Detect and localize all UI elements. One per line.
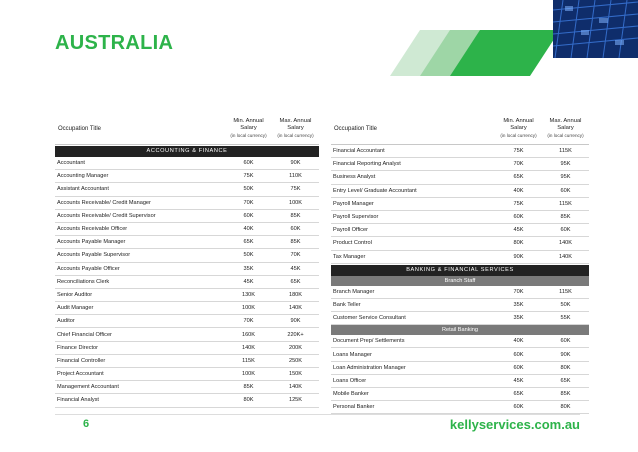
- occupation-cell: Financial Analyst: [57, 397, 99, 404]
- occupation-cell: Assistant Accountant: [57, 186, 109, 193]
- website-link[interactable]: kellyservices.com.au: [449, 417, 580, 432]
- salary-table-left: [55, 113, 319, 408]
- max-salary-cell: 140K: [288, 384, 303, 391]
- min-salary-cell: 75K: [513, 148, 524, 155]
- table-row: [331, 251, 589, 264]
- occupation-cell: Financial Reporting Analyst: [333, 161, 401, 168]
- occupation-cell: Business Analyst: [333, 174, 376, 181]
- max-salary-cell: 85K: [560, 391, 571, 398]
- right-rows-top: [331, 145, 589, 264]
- section-banking-financial-services: BANKING & FINANCIAL SERVICES: [331, 265, 589, 276]
- min-salary-cell: 60K: [243, 212, 254, 219]
- max-salary-cell: 180K: [288, 291, 303, 298]
- table-row: [331, 237, 589, 250]
- max-salary-cell: 80K: [560, 404, 571, 411]
- min-salary-cell: 40K: [513, 338, 524, 345]
- salary-table-right: [331, 113, 589, 414]
- table-row: [331, 375, 589, 388]
- table-row: [331, 312, 589, 325]
- max-salary-header: Max. Annual Salary (in local currency): [277, 118, 314, 138]
- min-salary-cell: 35K: [513, 315, 524, 322]
- min-salary-cell: 65K: [243, 239, 254, 246]
- table-row: [331, 198, 589, 211]
- table-row: [331, 299, 589, 312]
- subsection-branch-staff: Branch Staff: [331, 276, 589, 286]
- occupation-cell: Loan Administration Manager: [333, 364, 406, 371]
- occupation-cell: Loans Officer: [333, 377, 367, 384]
- occupation-cell: Product Control: [333, 240, 372, 247]
- page-title: AUSTRALIA: [55, 32, 174, 54]
- table-row: [55, 276, 319, 289]
- occupation-header: Occupation Title: [58, 125, 102, 132]
- occupation-cell: Payroll Manager: [333, 200, 374, 207]
- table-row: [331, 211, 589, 224]
- min-salary-cell: 65K: [513, 174, 524, 181]
- table-row: [55, 210, 319, 223]
- max-salary-cell: 90K: [290, 318, 301, 325]
- min-salary-header: Min. Annual Salary (in local currency): [500, 118, 537, 138]
- table-row: [331, 171, 589, 184]
- table-header: [55, 113, 319, 145]
- table-row: [331, 158, 589, 171]
- table-row: [55, 355, 319, 368]
- table-row: [331, 224, 589, 237]
- min-salary-cell: 90K: [513, 253, 524, 260]
- max-salary-cell: 50K: [560, 301, 571, 308]
- table-row: [55, 183, 319, 196]
- min-salary-cell: 45K: [243, 278, 254, 285]
- occupation-cell: Personal Banker: [333, 404, 375, 411]
- max-salary-cell: 90K: [290, 160, 301, 167]
- occupation-cell: Chief Financial Officer: [57, 331, 112, 338]
- table-row: [55, 157, 319, 170]
- max-salary-cell: 140K: [288, 305, 303, 312]
- occupation-cell: Accounts Receivable Officer: [57, 226, 128, 233]
- table-row: [331, 185, 589, 198]
- occupation-cell: Accounts Payable Manager: [57, 239, 126, 246]
- occupation-cell: Senior Auditor: [57, 291, 93, 298]
- min-salary-cell: 115K: [242, 357, 255, 364]
- table-row: [331, 362, 589, 375]
- decorative-stripes: [360, 28, 560, 78]
- min-salary-cell: 160K: [241, 331, 256, 338]
- max-salary-cell: 200K: [288, 344, 303, 351]
- max-salary-cell: 115K: [559, 148, 572, 155]
- table-row: [331, 348, 589, 361]
- table-row: [55, 315, 319, 328]
- table-row: [55, 342, 319, 355]
- table-row: [55, 263, 319, 276]
- min-salary-cell: 80K: [243, 397, 254, 404]
- section-accounting-finance: ACCOUNTING & FINANCE: [55, 146, 319, 157]
- max-salary-cell: 220K+: [287, 331, 304, 338]
- table-row: [55, 236, 319, 249]
- occupation-cell: Financial Accountant: [333, 148, 385, 155]
- occupation-cell: Financial Controller: [57, 357, 106, 364]
- max-salary-cell: 60K: [560, 338, 571, 345]
- min-salary-cell: 130K: [241, 291, 256, 298]
- max-salary-cell: 125K: [288, 397, 303, 404]
- occupation-cell: Accounts Payable Officer: [57, 265, 120, 272]
- max-salary-cell: 85K: [290, 239, 301, 246]
- min-salary-cell: 100K: [241, 305, 256, 312]
- min-salary-cell: 45K: [513, 377, 524, 384]
- min-salary-cell: 70K: [243, 199, 254, 206]
- occupation-cell: Reconciliations Clerk: [57, 278, 110, 285]
- right-rows-retail: [331, 335, 589, 414]
- max-salary-cell: 140K: [558, 253, 573, 260]
- occupation-cell: Loans Manager: [333, 351, 372, 358]
- table-row: [55, 394, 319, 407]
- min-salary-cell: 40K: [513, 187, 524, 194]
- max-salary-cell: 150K: [288, 371, 303, 378]
- footer-divider: [55, 414, 580, 415]
- min-salary-cell: 60K: [513, 214, 524, 221]
- min-salary-cell: 35K: [243, 265, 254, 272]
- max-salary-cell: 60K: [560, 227, 571, 234]
- corner-image: [553, 0, 638, 58]
- max-salary-cell: 80K: [560, 364, 571, 371]
- occupation-cell: Customer Service Consultant: [333, 315, 406, 322]
- occupation-cell: Accountant: [57, 160, 85, 167]
- max-salary-header: Max. Annual Salary (in local currency): [547, 118, 584, 138]
- max-salary-cell: 55K: [560, 315, 571, 322]
- subsection-retail-banking: Retail Banking: [331, 325, 589, 335]
- min-salary-cell: 35K: [513, 301, 524, 308]
- max-salary-cell: 115K: [559, 288, 572, 295]
- page-number: 6: [83, 418, 90, 430]
- occupation-cell: Entry Level/ Graduate Accountant: [333, 187, 417, 194]
- max-salary-cell: 60K: [290, 226, 301, 233]
- occupation-cell: Audit Manager: [57, 305, 94, 312]
- occupation-cell: Accounts Receivable/ Credit Manager: [57, 199, 151, 206]
- min-salary-cell: 50K: [243, 252, 254, 259]
- table-row: [331, 145, 589, 158]
- min-salary-cell: 60K: [513, 404, 524, 411]
- max-salary-cell: 100K: [288, 199, 303, 206]
- occupation-cell: Payroll Officer: [333, 227, 369, 234]
- right-rows-branch: [331, 286, 589, 326]
- occupation-cell: Branch Manager: [333, 288, 375, 295]
- max-salary-cell: 45K: [290, 265, 301, 272]
- table-row: [331, 388, 589, 401]
- max-salary-cell: 65K: [290, 278, 301, 285]
- min-salary-header: Min. Annual Salary (in local currency): [230, 118, 267, 138]
- max-salary-cell: 85K: [290, 212, 301, 219]
- occupation-cell: Auditor: [57, 318, 75, 325]
- table-row: [55, 170, 319, 183]
- table-row: [55, 249, 319, 262]
- max-salary-cell: 60K: [560, 187, 571, 194]
- min-salary-cell: 85K: [243, 384, 254, 391]
- occupation-cell: Mobile Banker: [333, 391, 369, 398]
- table-row: [55, 223, 319, 236]
- table-row: [331, 335, 589, 348]
- min-salary-cell: 65K: [513, 391, 524, 398]
- max-salary-cell: 85K: [560, 214, 571, 221]
- table-row: [331, 401, 589, 414]
- occupation-cell: Payroll Supervisor: [333, 214, 379, 221]
- min-salary-cell: 70K: [513, 161, 524, 168]
- max-salary-cell: 65K: [560, 377, 571, 384]
- occupation-cell: Accounts Payable Supervisor: [57, 252, 131, 259]
- min-salary-cell: 100K: [241, 371, 256, 378]
- table-row: [55, 328, 319, 341]
- max-salary-cell: 140K: [558, 240, 573, 247]
- min-salary-cell: 60K: [243, 160, 254, 167]
- table-row: [331, 286, 589, 299]
- max-salary-cell: 95K: [560, 174, 571, 181]
- min-salary-cell: 75K: [243, 173, 254, 180]
- occupation-cell: Tax Manager: [333, 253, 366, 260]
- max-salary-cell: 250K: [288, 357, 303, 364]
- occupation-cell: Accounts Receivable/ Credit Supervisor: [57, 212, 156, 219]
- min-salary-cell: 80K: [513, 240, 524, 247]
- occupation-cell: Finance Director: [57, 344, 99, 351]
- min-salary-cell: 140K: [241, 344, 256, 351]
- max-salary-cell: 110K: [289, 173, 302, 180]
- table-row: [55, 289, 319, 302]
- max-salary-cell: 90K: [560, 351, 571, 358]
- min-salary-cell: 70K: [243, 318, 254, 325]
- min-salary-cell: 60K: [513, 364, 524, 371]
- left-rows: [55, 157, 319, 408]
- table-header: [331, 113, 589, 145]
- min-salary-cell: 45K: [513, 227, 524, 234]
- occupation-header: Occupation Title: [334, 125, 378, 132]
- min-salary-cell: 70K: [513, 288, 524, 295]
- table-row: [55, 197, 319, 210]
- table-row: [55, 381, 319, 394]
- max-salary-cell: 70K: [290, 252, 301, 259]
- max-salary-cell: 95K: [560, 161, 571, 168]
- min-salary-cell: 60K: [513, 351, 524, 358]
- max-salary-cell: 115K: [559, 200, 572, 207]
- occupation-cell: Accounting Manager: [57, 173, 109, 180]
- min-salary-cell: 75K: [513, 200, 524, 207]
- min-salary-cell: 50K: [243, 186, 254, 193]
- occupation-cell: Bank Teller: [333, 301, 361, 308]
- occupation-cell: Management Accountant: [57, 384, 119, 391]
- table-row: [55, 368, 319, 381]
- table-row: [55, 302, 319, 315]
- occupation-cell: Project Accountant: [57, 371, 104, 378]
- max-salary-cell: 75K: [290, 186, 301, 193]
- min-salary-cell: 40K: [243, 226, 254, 233]
- occupation-cell: Document Prep/ Settlements: [333, 338, 405, 345]
